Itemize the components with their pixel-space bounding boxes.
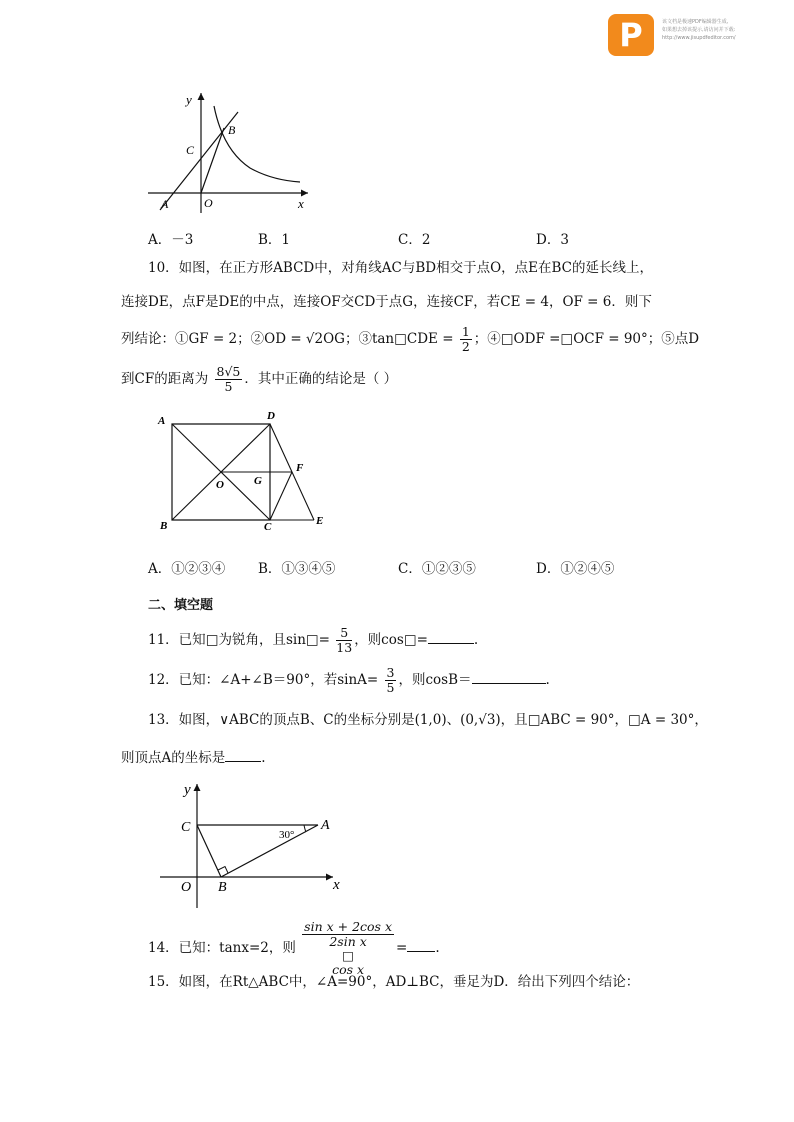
q10-text: CDE =: [406, 331, 454, 347]
fraction-denominator: 5: [386, 680, 395, 695]
fraction-numerator: 1: [461, 324, 470, 339]
label-a: A: [321, 818, 330, 833]
line-ab: [160, 112, 238, 210]
label-x: x: [333, 877, 340, 893]
figure-q10-square: [152, 406, 342, 536]
q13-line-2: [121, 748, 266, 768]
q12-text: ，则cosB＝: [398, 672, 472, 688]
label-b: B: [218, 880, 227, 895]
answer-blank: [225, 749, 261, 762]
q10-option-d: D．①②④⑤: [536, 561, 615, 577]
angle-symbol: □: [560, 331, 574, 347]
fraction-numerator: 3: [386, 665, 395, 680]
label-x: x: [298, 196, 304, 211]
q10-text: ．其中正确的结论是（ ）: [244, 371, 398, 387]
q9-option-c: C．2: [398, 232, 431, 248]
q13-text: 则顶点A的坐标是: [121, 750, 226, 766]
label-c: C: [181, 820, 191, 835]
fraction-one-half: [460, 325, 472, 354]
label-b: B: [160, 520, 168, 532]
angle-symbol: □: [628, 712, 641, 728]
pdf-editor-logo: [608, 14, 654, 56]
q15-line: 15．如图，在Rt△ABC中，∠A=90°，AD⊥BC，垂足为D．给出下列四个结论：: [148, 974, 640, 990]
answer-blank: [407, 939, 435, 952]
segment-cb: [197, 825, 221, 877]
denominator-part: 2sin x: [329, 934, 367, 949]
q10-option-c: C．①②③⑤: [398, 561, 476, 577]
symbol-box: □: [403, 632, 417, 648]
fraction-denominator: 5: [224, 379, 233, 394]
answer-blank: [428, 631, 474, 644]
q11-text: 为锐角，且sin: [218, 632, 306, 648]
q10-line-1: 10．如图，在正方形ABCD中，对角线AC与BD相交于点O，点E在BC的延长线上，: [148, 260, 653, 276]
label-f: F: [296, 462, 304, 474]
q12-text: 12．已知：∠A+∠B＝90°，若sinA=: [148, 672, 379, 688]
label-c: C: [186, 143, 195, 157]
q10-line-2: 连接DE，点F是DE的中点，连接OF交CD于点G，连接CF，若CE = 4，OF = 6．则下: [121, 294, 652, 310]
q10-text: 到CF的距离为: [121, 371, 209, 387]
q12-line: [148, 662, 550, 698]
label-a: A: [161, 197, 169, 211]
answer-blank: [472, 671, 546, 684]
label-g: G: [254, 475, 262, 487]
q12-text: .: [545, 672, 550, 688]
fraction-denominator: 13: [336, 640, 353, 655]
q13-text: ABC = 90°，: [540, 712, 629, 728]
triangle-symbol: ∨: [219, 712, 230, 728]
figure-q9-graph: [140, 88, 320, 218]
q14-text: 14．已知：tanx=2，则: [148, 940, 296, 956]
q10-text: OCF = 90°；⑤点D: [573, 331, 700, 347]
y-axis-arrow: [194, 784, 201, 791]
operator-box: □: [342, 948, 354, 963]
fraction-3-5: [385, 666, 397, 695]
q10-option-a: A．①②③④: [148, 561, 226, 577]
angle-symbol: □: [527, 712, 541, 728]
logo-letter: P: [619, 16, 643, 54]
section-title: 二、填空题: [148, 598, 214, 613]
q11-text: ，则cos: [354, 632, 404, 648]
fraction-5-13: [336, 626, 352, 655]
segment-cf: [270, 472, 292, 520]
watermark-line: 如果想去掉该提示,请访问并下载:: [662, 27, 736, 33]
q13-text: .: [261, 750, 266, 766]
label-e: E: [316, 515, 324, 527]
label-angle: 30°: [279, 829, 295, 841]
symbol-box: □: [205, 632, 219, 648]
fraction-denominator: [302, 935, 394, 977]
label-o: O: [216, 479, 224, 491]
q9-option-a: A．－3: [148, 232, 194, 248]
fraction-distance: [215, 365, 243, 394]
q10-line-3: [121, 322, 699, 356]
right-angle-mark: [218, 867, 228, 874]
watermark-notice: [662, 18, 790, 42]
label-d: D: [267, 410, 275, 422]
q14-text: .: [435, 940, 440, 956]
segment-ba: [221, 825, 318, 877]
watermark-line: 该文档是极速PDF编辑器生成,: [662, 19, 729, 25]
fraction-expression: [302, 920, 394, 977]
label-o: O: [204, 196, 213, 210]
q10-text: ；④: [473, 331, 501, 347]
label-y: y: [186, 92, 192, 107]
fraction-numerator: 8√5: [216, 364, 241, 379]
q13-text: ABC的顶点B、C的坐标分别是(1,0)、(0,√3)，且: [229, 712, 528, 728]
x-axis-arrow: [326, 874, 333, 881]
q13-text: A = 30°，: [640, 712, 708, 728]
angle-symbol: □: [500, 331, 514, 347]
q9-option-d: D．3: [536, 232, 569, 248]
q10-option-b: B．①③④⑤: [258, 561, 336, 577]
fraction-denominator: 2: [461, 339, 470, 354]
segment-ob: [201, 128, 224, 193]
angle-symbol: □: [394, 331, 407, 347]
q13-line-1: [148, 710, 708, 730]
q14-line: [148, 920, 440, 977]
q9-option-b: B．1: [258, 232, 291, 248]
q13-text: 13．如图，: [148, 712, 220, 728]
label-b: B: [228, 123, 236, 137]
symbol-box: □: [305, 632, 319, 648]
q11-text: =: [318, 632, 330, 648]
label-a: A: [158, 415, 166, 427]
angle-arc: [304, 825, 306, 832]
label-o: O: [181, 880, 192, 895]
figure-q13-triangle: [155, 778, 355, 913]
q11-line: [148, 622, 478, 658]
label-y: y: [184, 782, 191, 798]
q11-text: .: [473, 632, 479, 648]
watermark-line: http://www.jisupdfeditor.com/: [662, 35, 736, 41]
q10-line-4: [121, 362, 397, 396]
fraction-numerator: 5: [336, 626, 352, 641]
q10-text: 列结论：①GF = 2；②OD = √2OG；③tan: [121, 331, 395, 347]
fraction-numerator: sin x + 2cos x: [304, 919, 392, 934]
q10-text: ODF =: [513, 331, 561, 347]
q11-text: 11．已知: [148, 632, 206, 648]
y-axis-arrow: [198, 93, 205, 100]
denominator-part: cos x: [332, 962, 365, 977]
q14-text: =: [396, 940, 408, 956]
q11-text: =: [416, 632, 428, 648]
label-c: C: [264, 521, 272, 533]
hyperbola-curve: [214, 106, 300, 182]
